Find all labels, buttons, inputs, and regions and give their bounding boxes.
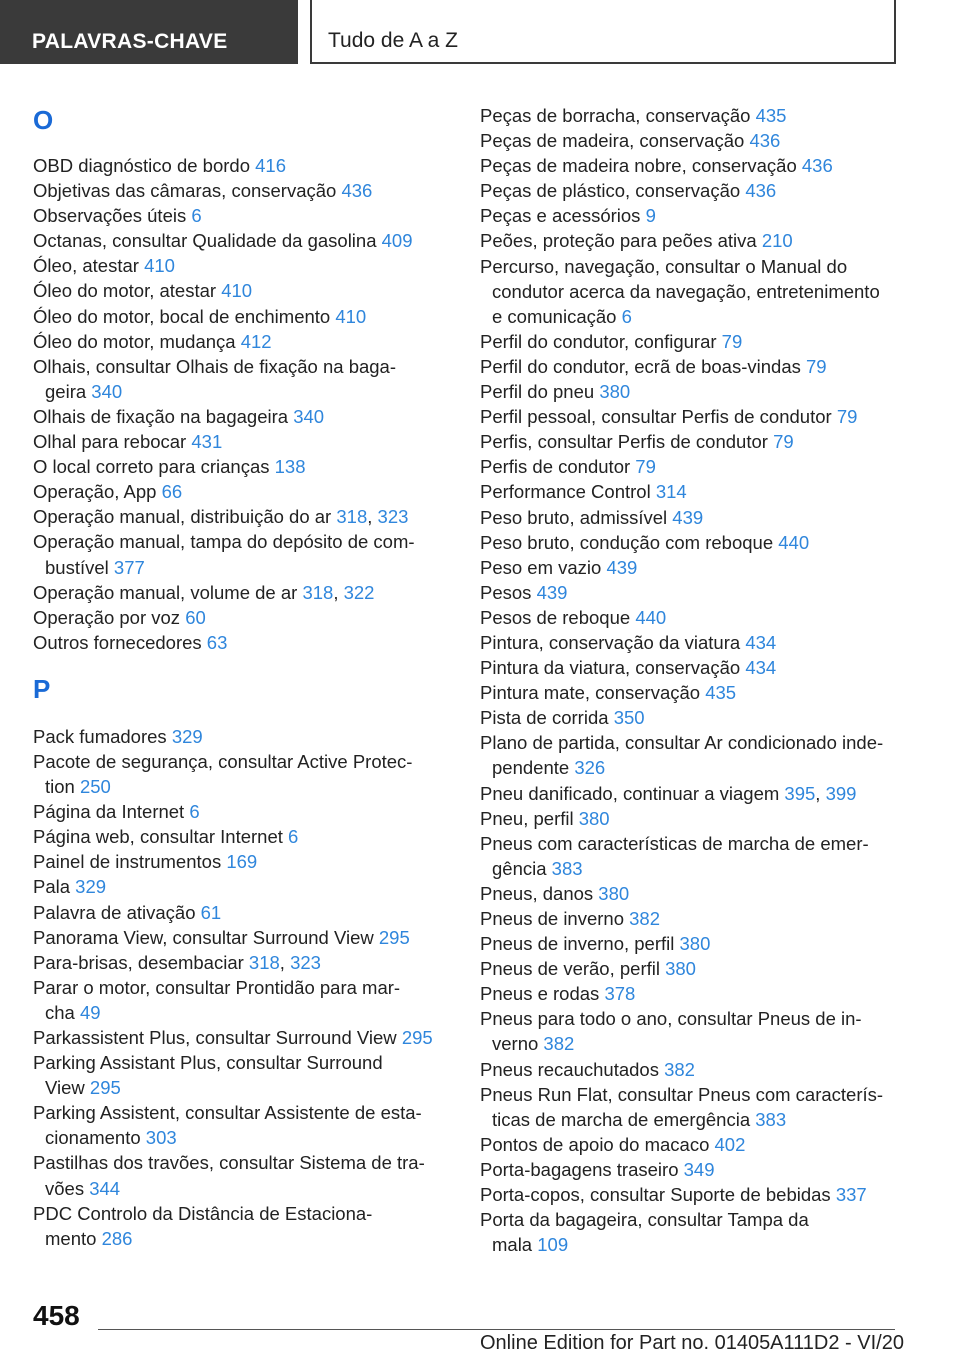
page-reference-link[interactable]: 344: [89, 1177, 121, 1199]
index-entry-text: Peões, proteção para peões ativa: [480, 230, 762, 252]
index-entry: [480, 655, 920, 680]
index-entry-text: Peças de borracha, conservação: [480, 105, 756, 126]
index-entry: [33, 975, 453, 1025]
index-entry: [33, 329, 453, 354]
index-entry-text: Pneu danificado, continuar a viagem: [480, 782, 785, 804]
index-entry: [480, 153, 920, 178]
index-entry-text: Olhais, consultar Olhais de fixação na baga- geira: [33, 355, 397, 402]
index-entry: [33, 153, 453, 178]
index-column-right: [480, 103, 920, 1257]
page-reference-link[interactable]: 66: [161, 481, 183, 503]
index-entry-text: Página da Internet: [33, 801, 190, 823]
page-separator: ,: [367, 506, 378, 528]
index-entry: [33, 1201, 453, 1251]
page-reference-link[interactable]: 323: [377, 506, 409, 528]
index-entry: [33, 749, 453, 799]
page-separator: ,: [279, 951, 291, 973]
index-entry: [480, 881, 920, 906]
index-entry: [480, 128, 920, 153]
page-reference-link[interactable]: 49: [79, 1001, 101, 1023]
page-reference-link[interactable]: 79: [836, 406, 858, 428]
index-entry: [480, 1182, 920, 1207]
index-entry-text: Para-brisas, desembaciar: [33, 951, 249, 973]
index-entry: [480, 178, 920, 203]
index-entry: [33, 849, 453, 874]
page-reference-link[interactable]: 436: [745, 180, 777, 202]
index-entry-text: Pneus e rodas: [480, 983, 605, 1005]
index-entry: [480, 1157, 920, 1182]
index-entry: [33, 925, 453, 950]
index-entry-text: Pneus Run Flat, consultar Pneus com caracterís- ticas de marcha de emergência: [480, 1083, 884, 1130]
page-reference-link[interactable]: 138: [274, 456, 306, 478]
index-entry: [480, 228, 920, 253]
page-reference-link[interactable]: 349: [683, 1158, 715, 1180]
index-entry-text: Parking Assistent, consultar Assistente de esta- cionamento: [33, 1102, 422, 1149]
header-title-box: [310, 0, 896, 64]
page-reference-link[interactable]: 318: [336, 506, 368, 528]
page-reference-link[interactable]: 340: [293, 405, 325, 427]
index-entry-text: Objetivas das câmaras, conservação: [33, 180, 342, 202]
index-entry: [480, 479, 920, 504]
index-entry: [480, 354, 920, 379]
page-reference-link[interactable]: 439: [536, 581, 568, 603]
index-entry: [480, 806, 920, 831]
index-entry: [33, 429, 453, 454]
index-entry-text: Pneus com características de marcha de emer- gência: [480, 832, 869, 879]
index-entry: [480, 555, 920, 580]
page-reference-link[interactable]: 410: [221, 280, 253, 302]
page-reference-link[interactable]: 382: [664, 1058, 695, 1080]
page-reference-link[interactable]: 326: [574, 757, 606, 779]
index-entry-text: Porta da bagageira, consultar Tampa da mala: [480, 1209, 809, 1256]
index-entry: [480, 931, 920, 956]
page-reference-link[interactable]: 409: [381, 230, 413, 252]
index-entry-text: Pala: [33, 876, 76, 898]
index-entry: [480, 454, 920, 479]
page-reference-link[interactable]: 434: [745, 657, 777, 679]
page-reference-link[interactable]: 380: [599, 381, 631, 403]
index-entry-text: Óleo do motor, bocal de enchimento: [33, 305, 336, 327]
index-entry-text: Operação manual, volume de ar: [33, 581, 303, 603]
page-reference-link[interactable]: 435: [755, 105, 787, 126]
index-entry: [33, 304, 453, 329]
index-entry-text: Pesos: [480, 581, 537, 603]
footer-divider: [98, 1329, 895, 1330]
index-entry-text: Pneus recauchutados: [480, 1058, 665, 1080]
page-reference-link[interactable]: 318: [248, 951, 280, 973]
index-entry-text: Pneus para todo o ano, consultar Pneus de in- verno: [480, 1008, 862, 1055]
page-reference-link[interactable]: 303: [145, 1127, 177, 1149]
page-separator: ,: [815, 782, 826, 804]
index-entry-text: Perfil do condutor, ecrã de boas-vindas: [480, 355, 806, 377]
index-entry: [480, 404, 920, 429]
index-entry-text: Perfis, consultar Perfis de condutor: [480, 431, 774, 453]
index-entry-text: Pack fumadores: [33, 725, 172, 747]
page-reference-link[interactable]: 286: [101, 1227, 133, 1249]
page-reference-link[interactable]: 350: [613, 707, 645, 729]
page-reference-link[interactable]: 378: [604, 983, 636, 1005]
index-entry: [33, 1025, 453, 1050]
page-reference-link[interactable]: 109: [537, 1234, 569, 1256]
index-entry-text: Parking Assistant Plus, consultar Surround View: [33, 1052, 383, 1099]
page-reference-link[interactable]: 434: [745, 631, 777, 653]
index-letter-heading: P: [33, 673, 51, 704]
index-entry-text: Pintura, conservação da viatura: [480, 631, 746, 653]
page-reference-link[interactable]: 79: [635, 456, 656, 478]
page-reference-link[interactable]: 295: [378, 926, 410, 948]
page-reference-link[interactable]: 61: [200, 901, 222, 923]
index-entry: [480, 1082, 920, 1132]
page-reference-link[interactable]: 380: [665, 958, 696, 980]
index-entry: [33, 454, 453, 479]
index-entry: [33, 580, 453, 605]
index-entry-text: Peso bruto, admissível: [480, 506, 673, 528]
index-entry: [33, 479, 453, 504]
page-reference-link[interactable]: 436: [801, 155, 833, 177]
index-entry-text: Pneus de verão, perfil: [480, 958, 666, 980]
index-entry-text: Operação manual, distribuição do ar: [33, 506, 337, 528]
section-tab: [0, 0, 298, 64]
page-reference-link[interactable]: 6: [288, 826, 299, 848]
index-entry-text: PDC Controlo da Distância de Estaciona- mento: [33, 1202, 373, 1249]
index-entry: [480, 831, 920, 881]
page-reference-link[interactable]: 382: [543, 1033, 575, 1055]
index-entry: [33, 203, 453, 228]
index-entry-text: Pista de corrida: [480, 707, 614, 729]
page-reference-link[interactable]: 416: [255, 155, 287, 176]
index-entry-text: Pneus, danos: [480, 882, 599, 904]
page-reference-link[interactable]: 337: [835, 1184, 867, 1206]
page-reference-link[interactable]: 383: [551, 857, 583, 879]
page-title: Tudo de A a Z: [328, 29, 458, 52]
page-reference-link[interactable]: 6: [191, 205, 202, 227]
index-entry: [33, 824, 453, 849]
index-entry-text: Percurso, navegação, consultar o Manual do condutor acerca da navegação, entretenimento e comunicação: [480, 255, 880, 327]
page-reference-link[interactable]: 329: [171, 725, 203, 747]
index-entry-text: OBD diagnóstico de bordo: [33, 155, 256, 176]
index-entry: [33, 900, 453, 925]
index-entry: [480, 981, 920, 1006]
page-reference-link[interactable]: 383: [755, 1108, 787, 1130]
index-entry-text: Peças e acessórios: [480, 205, 646, 227]
index-entry-text: Porta-copos, consultar Suporte de bebidas: [480, 1184, 836, 1206]
index-entry-text: Perfis de condutor: [480, 456, 636, 478]
index-entry-text: Óleo do motor, mudança: [33, 330, 241, 352]
index-entry: [33, 228, 453, 253]
index-entry: [480, 730, 920, 780]
page-reference-link[interactable]: 439: [606, 556, 638, 578]
index-entry: [33, 605, 453, 630]
index-entry-text: Óleo, atestar: [33, 255, 145, 277]
index-entry: [33, 874, 453, 899]
index-entry-text: Pintura mate, conservação: [480, 682, 706, 704]
index-entry-text: Página web, consultar Internet: [33, 826, 289, 848]
index-entry-text: Porta-bagagens traseiro: [480, 1158, 684, 1180]
index-entry-text: Operação manual, tampa do depósito de com- bustível: [33, 531, 415, 578]
page-reference-link[interactable]: 295: [89, 1077, 121, 1099]
page-reference-link[interactable]: 382: [629, 908, 661, 929]
index-entry: [480, 781, 920, 806]
page-reference-link[interactable]: 439: [672, 506, 704, 528]
page-reference-link[interactable]: 435: [705, 682, 737, 704]
index-entry: [33, 799, 453, 824]
index-entry-text: O local correto para crianças: [33, 456, 275, 478]
page-reference-link[interactable]: 410: [335, 305, 367, 327]
index-entry-text: Pneus de inverno: [480, 908, 630, 929]
index-entry-text: Pontos de apoio do macaco: [480, 1133, 715, 1155]
index-entry-text: Panorama View, consultar Surround View: [33, 926, 379, 948]
index-entry: [33, 529, 453, 579]
index-entry: [33, 278, 453, 303]
page-reference-link[interactable]: 79: [806, 355, 827, 377]
index-entry: [480, 379, 920, 404]
page-reference-link[interactable]: 440: [635, 606, 667, 628]
index-entry-text: Perfil pessoal, consultar Perfis de condutor: [480, 406, 837, 428]
index-entry-text: Octanas, consultar Qualidade da gasolina: [33, 230, 382, 252]
index-entry-text: Operação, App: [33, 481, 162, 503]
page-reference-link[interactable]: 79: [773, 431, 794, 453]
page-reference-link[interactable]: 169: [226, 851, 258, 873]
page-reference-link[interactable]: 380: [679, 933, 711, 955]
index-entry: [480, 103, 920, 128]
index-entry-text: Painel de instrumentos: [33, 851, 227, 873]
index-entry-text: Peso bruto, condução com reboque: [480, 531, 779, 553]
index-entry: [480, 1057, 920, 1082]
index-entry: [33, 1100, 453, 1150]
index-entry-text: Pneu, perfil: [480, 807, 579, 829]
index-entry-text: Olhal para rebocar: [33, 431, 192, 453]
index-entry: [480, 580, 920, 605]
page-reference-link[interactable]: 380: [598, 882, 630, 904]
page-reference-link[interactable]: 6: [189, 801, 200, 823]
index-entry-text: Performance Control: [480, 481, 656, 503]
index-entry: [480, 254, 920, 329]
index-entry-text: Operação por voz: [33, 606, 186, 628]
page-reference-link[interactable]: 295: [401, 1027, 433, 1048]
index-entry-text: Olhais de fixação na bagageira: [33, 405, 294, 427]
index-entry-text: Peças de plástico, conservação: [480, 180, 746, 202]
index-entry: [33, 950, 453, 975]
index-entry: [480, 505, 920, 530]
index-entry: [33, 253, 453, 278]
page-reference-link[interactable]: 79: [721, 330, 743, 352]
index-entry: [480, 605, 920, 630]
index-entry-text: Perfil do condutor, configurar: [480, 330, 722, 352]
index-entry: [480, 680, 920, 705]
page-reference-link[interactable]: 395: [784, 782, 816, 804]
index-entry-text: Pastilhas dos travões, consultar Sistema de tra- vões: [33, 1152, 425, 1199]
index-entry: [480, 906, 920, 931]
index-entry: [33, 1050, 453, 1100]
index-entry-text: Peso em vazio: [480, 556, 607, 578]
index-entry: [33, 178, 453, 203]
index-entry: [33, 504, 453, 529]
index-entry: [33, 354, 453, 404]
index-entry: [33, 630, 453, 655]
index-entry: [480, 1207, 920, 1257]
index-entry-text: Pintura da viatura, conservação: [480, 657, 746, 679]
index-entry: [33, 1150, 453, 1200]
page-reference-link[interactable]: 318: [302, 581, 334, 603]
index-entry-text: Pneus de inverno, perfil: [480, 933, 680, 955]
page-reference-link[interactable]: 412: [240, 330, 272, 352]
index-entry-text: Observações úteis: [33, 205, 192, 227]
page-separator: ,: [333, 581, 344, 603]
page-reference-link[interactable]: 6: [621, 305, 632, 327]
index-entry-text: Parkassistent Plus, consultar Surround View: [33, 1027, 402, 1048]
index-entry-text: Peças de madeira nobre, conservação: [480, 155, 802, 177]
page-reference-link[interactable]: 410: [144, 255, 175, 277]
index-entry-text: Peças de madeira, conservação: [480, 130, 750, 152]
index-column-left: [33, 103, 453, 1251]
page-reference-link[interactable]: 60: [185, 606, 206, 628]
index-entry: [480, 956, 920, 981]
page-reference-link[interactable]: 322: [343, 581, 375, 603]
page-number: 458: [33, 1300, 80, 1331]
page-reference-link[interactable]: 380: [578, 807, 610, 829]
index-entry-text: Palavra de ativação: [33, 901, 201, 923]
index-entry: [480, 203, 920, 228]
index-entry: [480, 1132, 920, 1157]
page-reference-link[interactable]: 436: [749, 130, 781, 152]
index-entry: [33, 724, 453, 749]
page-reference-link[interactable]: 399: [825, 782, 857, 804]
index-entry: [480, 1006, 920, 1056]
page-reference-link[interactable]: 323: [290, 951, 321, 973]
index-entry: [480, 530, 920, 555]
index-entry: [33, 404, 453, 429]
index-entry: [480, 705, 920, 730]
section-title: PALAVRAS-CHAVE: [32, 30, 228, 53]
index-entry-text: Outros fornecedores: [33, 631, 207, 653]
page-reference-link[interactable]: 250: [79, 776, 111, 798]
index-entry-text: Pacote de segurança, consultar Active Protec- tion: [33, 750, 413, 798]
index-entry-text: Óleo do motor, atestar: [33, 280, 222, 302]
page-reference-link[interactable]: 210: [761, 230, 793, 252]
page-reference-link[interactable]: 431: [191, 431, 223, 453]
index-letter-heading: O: [33, 105, 54, 135]
page-reference-link[interactable]: 9: [645, 205, 656, 227]
index-entry: [480, 329, 920, 354]
index-entry-text: Perfil do pneu: [480, 381, 600, 403]
index-entry: [480, 429, 920, 454]
page-reference-link[interactable]: 377: [113, 556, 145, 578]
index-entry: [480, 630, 920, 655]
page-reference-link[interactable]: 314: [655, 481, 687, 503]
page-reference-link[interactable]: 402: [714, 1133, 746, 1155]
index-entry-text: Plano de partida, consultar Ar condicionado inde- pendente: [480, 732, 884, 779]
page-reference-link[interactable]: 436: [341, 180, 373, 202]
index-entry-text: Pesos de reboque: [480, 606, 636, 628]
page-reference-link[interactable]: 329: [75, 876, 107, 898]
page-reference-link[interactable]: 440: [778, 531, 810, 553]
edition-footer: Online Edition for Part no. 01405A111D2 - VI/20: [480, 1332, 904, 1354]
page-reference-link[interactable]: 340: [91, 380, 123, 402]
index-entry-text: Parar o motor, consultar Prontidão para mar- cha: [33, 976, 401, 1023]
page-reference-link[interactable]: 63: [206, 631, 228, 653]
